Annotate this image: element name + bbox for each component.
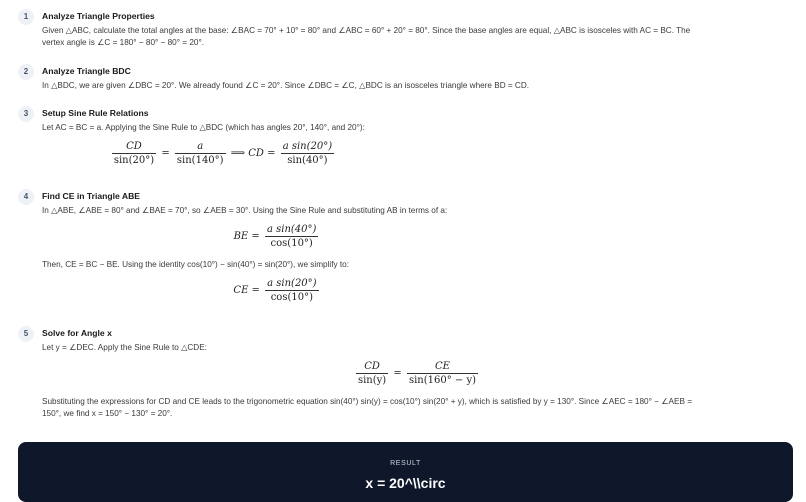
result-label: RESULT [390, 460, 421, 467]
fraction-numerator: CE [407, 360, 478, 374]
step-text: 150°, we find x = 150° − 130° = 20°. [42, 409, 173, 418]
step-text: In △BDC, we are given ∠DBC = 20°. We already found ∠C = 20°. Since ∠DBC = ∠C, △BDC is an isosceles triangle where BD = CD. [42, 81, 530, 90]
fraction-denominator: cos(10°) [270, 238, 313, 249]
step-title: Find CE in Triangle ABE [42, 191, 141, 201]
step-text: Let y = ∠DEC. Apply the Sine Rule to △CDE: [42, 343, 207, 352]
step-number-badge: 2 [18, 64, 34, 80]
equals-sign: = [161, 148, 170, 159]
fraction-denominator: sin(y) [357, 375, 387, 386]
step-text: Then, CE = BC − BE. Using the identity cos(10°) − sin(40°) = sin(20°), we simplify to: [42, 260, 349, 269]
step-text: Let AC = BC = a. Applying the Sine Rule to △BDC (which has angles 20°, 140°, and 20°): [42, 123, 365, 132]
fraction-denominator: sin(40°) [287, 155, 328, 166]
step-number-badge: 3 [18, 106, 34, 122]
cde-sine-rule-equation [14, 360, 806, 387]
step-number-badge: 5 [18, 326, 34, 342]
fraction-numerator: a [175, 140, 226, 154]
step-title: Analyze Triangle BDC [42, 66, 131, 76]
result-value: x = 20^\\circ [365, 475, 446, 491]
implies-operator: ⟹ CD = [230, 148, 276, 159]
fraction-numerator: a sin(20°) [267, 278, 317, 289]
step-title: Analyze Triangle Properties [42, 11, 155, 21]
step-title: Setup Sine Rule Relations [42, 108, 149, 118]
result-panel [18, 442, 793, 502]
equals-sign: = [393, 368, 402, 379]
fraction-denominator: cos(10°) [270, 292, 313, 303]
step-number-badge: 1 [18, 9, 34, 25]
sine-rule-equation [0, 140, 626, 167]
fraction-denominator: sin(140°) [176, 155, 224, 166]
step-title: Solve for Angle x [42, 328, 112, 338]
fraction-numerator: a sin(20°) [282, 141, 333, 152]
step-text: Substituting the expressions for CD and CE leads to the trigonometric equation sin(40°) sin(y) = cos(10°) sin(20° + y), which is satisfied by y = 130°. Since ∠AEC = 180° − ∠AEB = [42, 397, 692, 406]
fraction-numerator: a sin(40°) [266, 224, 317, 235]
step-text: vertex angle is ∠C = 180° − 80° − 80° = 20°. [42, 38, 204, 47]
be-equation [0, 223, 680, 250]
ce-equation [0, 277, 680, 304]
equation-lhs: BE = [233, 231, 260, 242]
equation-lhs: CE = [233, 285, 260, 296]
fraction-denominator: sin(20°) [113, 155, 155, 166]
fraction-numerator: CD [356, 360, 388, 374]
fraction-numerator: CD [112, 140, 156, 154]
step-number-badge: 4 [18, 189, 34, 205]
step-text: Given △ABC, calculate the total angles at the base: ∠BAC = 70° + 10° = 80° and ∠ABC = 60° + 20° = 80°. Since the base angles are equal, △ABC is isosceles with AC = BC. The [42, 26, 691, 35]
fraction-denominator: sin(160° − y) [408, 375, 477, 386]
step-text: In △ABE, ∠ABE = 80° and ∠BAE = 70°, so ∠AEB = 30°. Using the Sine Rule and substituting AB in terms of a: [42, 206, 448, 215]
